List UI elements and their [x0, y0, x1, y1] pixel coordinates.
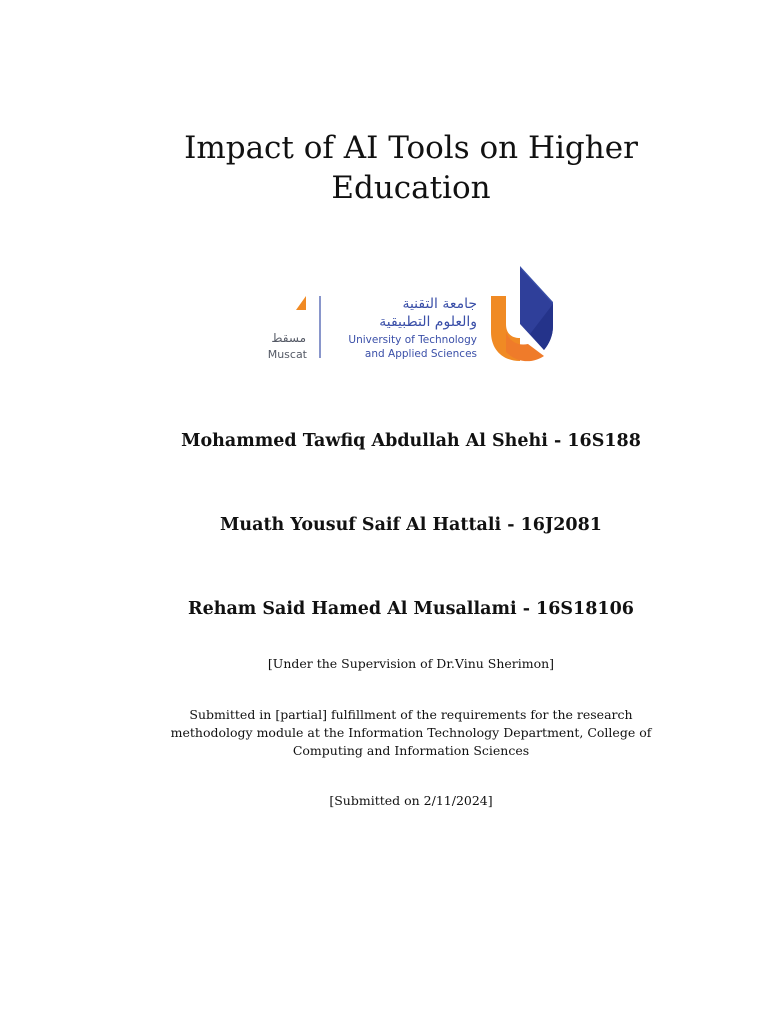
muscat-arabic-label: مسقط	[271, 331, 306, 345]
university-english-line2: and Applied Sciences	[364, 348, 477, 360]
university-arabic-line1: جامعة التقنية	[402, 296, 477, 312]
document-title: Impact of AI Tools on Higher Education	[184, 130, 638, 206]
muscat-mark-icon	[296, 296, 306, 310]
supervision-note: [Under the Supervision of Dr.Vinu Sherimon]	[267, 656, 555, 671]
u-emblem-icon	[491, 266, 553, 361]
university-english-line1: University of Technology	[348, 334, 477, 346]
submission-statement: Submitted in [partial] fulfillment of the requirements for the research methodology module at the Information Technology Department, College of Computing and Information Sciences	[170, 707, 652, 758]
author-3: Reham Said Hamed Al Musallami - 16S18106	[188, 599, 634, 619]
author-1: Mohammed Tawfiq Abdullah Al Shehi - 16S188	[181, 431, 641, 451]
university-logo	[262, 262, 558, 366]
university-arabic-line2: والعلوم التطبيقية	[379, 314, 477, 330]
submission-date: [Submitted on 2/11/2024]	[329, 793, 493, 808]
muscat-english-label: Muscat	[267, 348, 307, 361]
author-2: Muath Yousuf Saif Al Hattali - 16J2081	[220, 515, 602, 535]
